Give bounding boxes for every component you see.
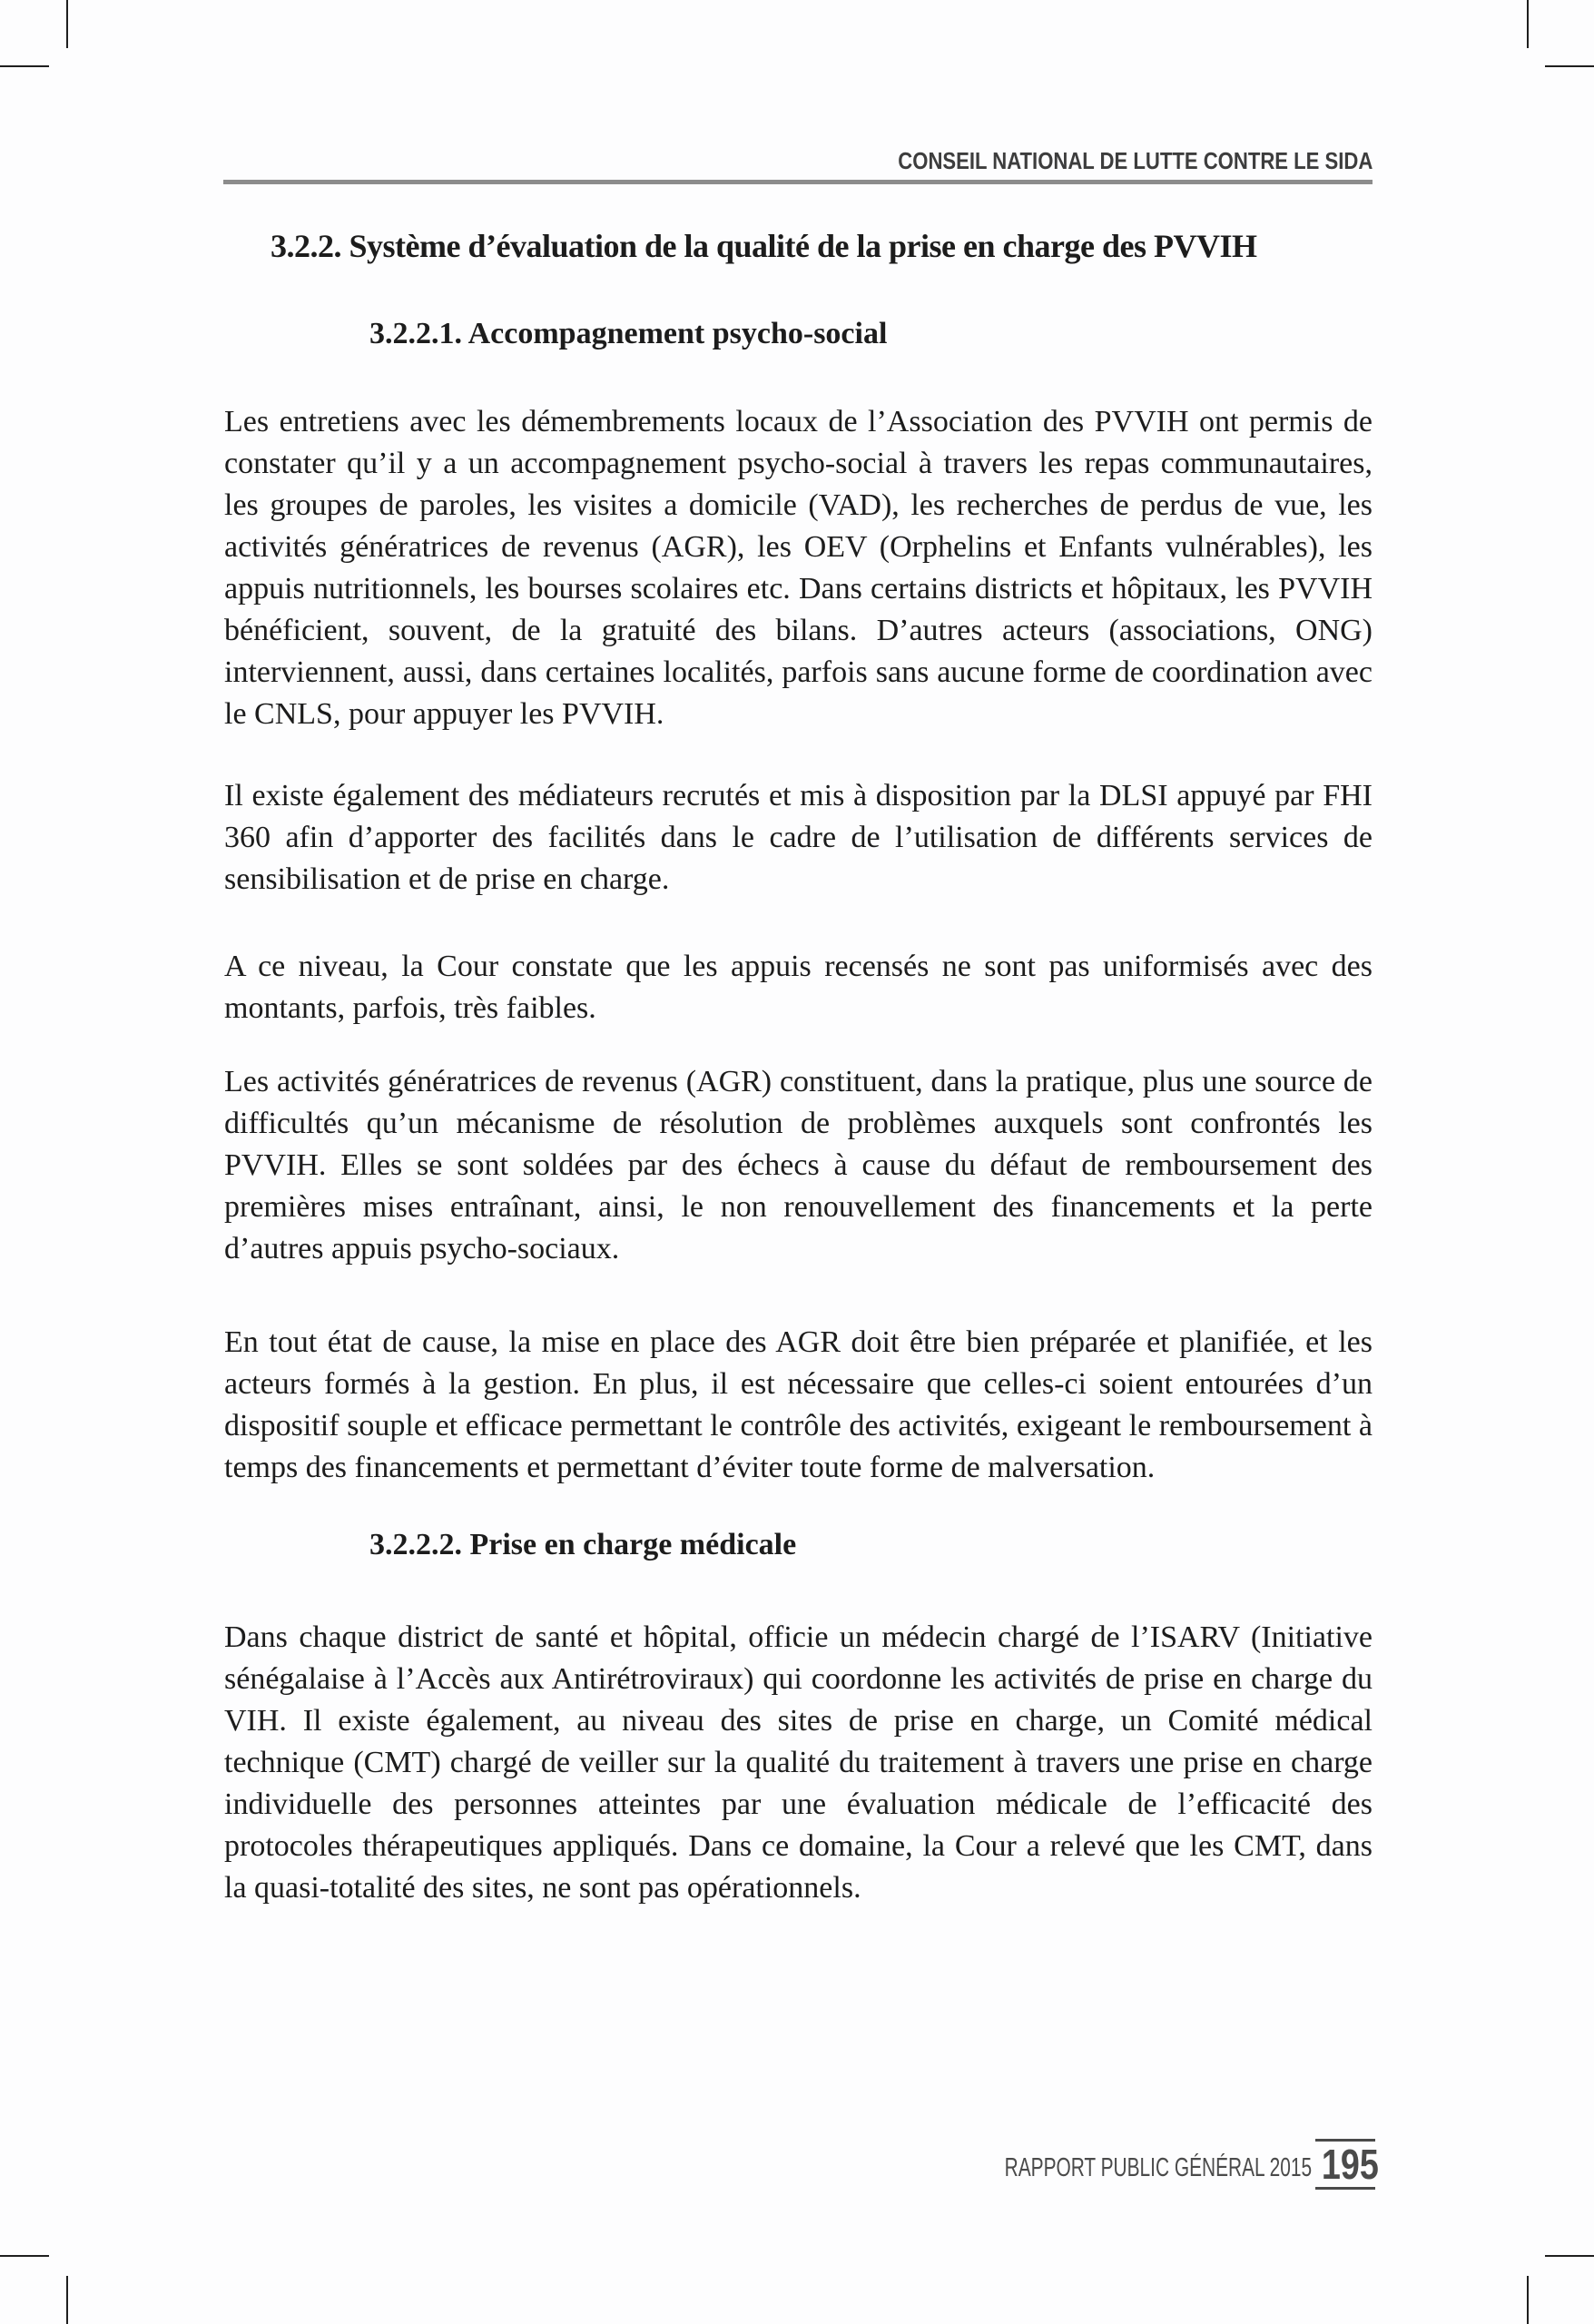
page-number: 195 xyxy=(1321,2141,1379,2188)
crop-mark-top-left-horizontal xyxy=(0,65,49,67)
paragraph-accompagnement-3: A ce niveau, la Cour constate que les appuis recensés ne sont pas uniformisés avec des montants, parfois, très faibles. xyxy=(224,950,1373,1025)
crop-mark-bottom-right-horizontal xyxy=(1545,2255,1594,2257)
crop-mark-bottom-right-vertical xyxy=(1527,2276,1529,2324)
header-rule xyxy=(223,180,1373,184)
crop-mark-bottom-left-horizontal xyxy=(0,2255,49,2257)
crop-mark-bottom-left-vertical xyxy=(66,2276,68,2324)
running-header: CONSEIL NATIONAL DE LUTTE CONTRE LE SIDA xyxy=(897,147,1373,174)
crop-mark-top-right-horizontal xyxy=(1545,65,1594,67)
crop-mark-top-right-vertical xyxy=(1527,0,1529,48)
paragraph-accompagnement-2: Il existe également des médiateurs recrutés et mis à disposition par la DLSI appuyé par FHI 360 afin d’apporter des facilités dans le cadre de l’utilisation de différents services de sensibilisation et de prise en charge. xyxy=(224,779,1373,896)
paragraph-accompagnement-4: Les activités génératrices de revenus (AGR) constituent, dans la pratique, plus une source de difficultés qu’un mécanisme de résolution de problèmes auxquels sont confrontés les PVVIH. Elles se sont soldées par des échecs à cause du défaut de remboursement des premières mises entraînant, ainsi, le non renouvellement des financements et la perte d’autres appuis psycho-sociaux. xyxy=(224,1065,1373,1265)
paragraph-accompagnement-1: Les entretiens avec les démembrements locaux de l’Association des PVVIH ont permis de constater qu’il y a un accompagnement psycho-social à travers les repas communautaires, les groupes de paroles, les visites a domicile (VAD), les recherches de perdus de vue, les activités génératrices de revenus (AGR), les OEV (Orphelins et Enfants vulnérables), les appuis nutritionnels, les bourses scolaires etc. Dans certains districts et hôpitaux, les PVVIH bénéficient, souvent, de la gratuité des bilans. D’autres acteurs (associations, ONG) interviennent, aussi, dans certaines localités, parfois sans aucune forme de coordination avec le CNLS, pour appuyer les PVVIH. xyxy=(224,405,1373,731)
paragraph-prise-en-charge-1: Dans chaque district de santé et hôpital, officie un médecin chargé de l’ISARV (Initiative sénégalaise à l’Accès aux Antirétroviraux) qui coordonne les activités de prise en charge du VIH. Il existe également, au niveau des sites de prise en charge, un Comité médical technique (CMT) chargé de veiller sur la qualité du traitement à travers une prise en charge individuelle des personnes atteintes par une évaluation médicale de l’efficacité des protocoles thérapeutiques appliqués. Dans ce domaine, la Cour a relevé que les CMT, dans la quasi-totalité des sites, ne sont pas opérationnels. xyxy=(224,1620,1373,1905)
footer-report-title: RAPPORT PUBLIC GÉNÉRAL 2015 xyxy=(1004,2153,1312,2182)
subsection-heading-prise-en-charge: 3.2.2.2. Prise en charge médicale xyxy=(369,1528,797,1561)
subsection-heading-accompagnement: 3.2.2.1. Accompagnement psycho-social xyxy=(369,317,888,350)
crop-mark-top-left-vertical xyxy=(66,0,68,48)
section-heading: 3.2.2. Système d’évaluation de la qualité de la prise en charge des PVVIH xyxy=(271,228,1257,264)
page-number-block xyxy=(1315,2139,1379,2190)
paragraph-accompagnement-5: En tout état de cause, la mise en place des AGR doit être bien préparée et planifiée, et les acteurs formés à la gestion. En plus, il est nécessaire que celles-ci soient entourées d’un dispositif souple et efficace permettant le contrôle des activités, exigeant le remboursement à temps des financements et permettant d’éviter toute forme de malversation. xyxy=(224,1325,1373,1484)
